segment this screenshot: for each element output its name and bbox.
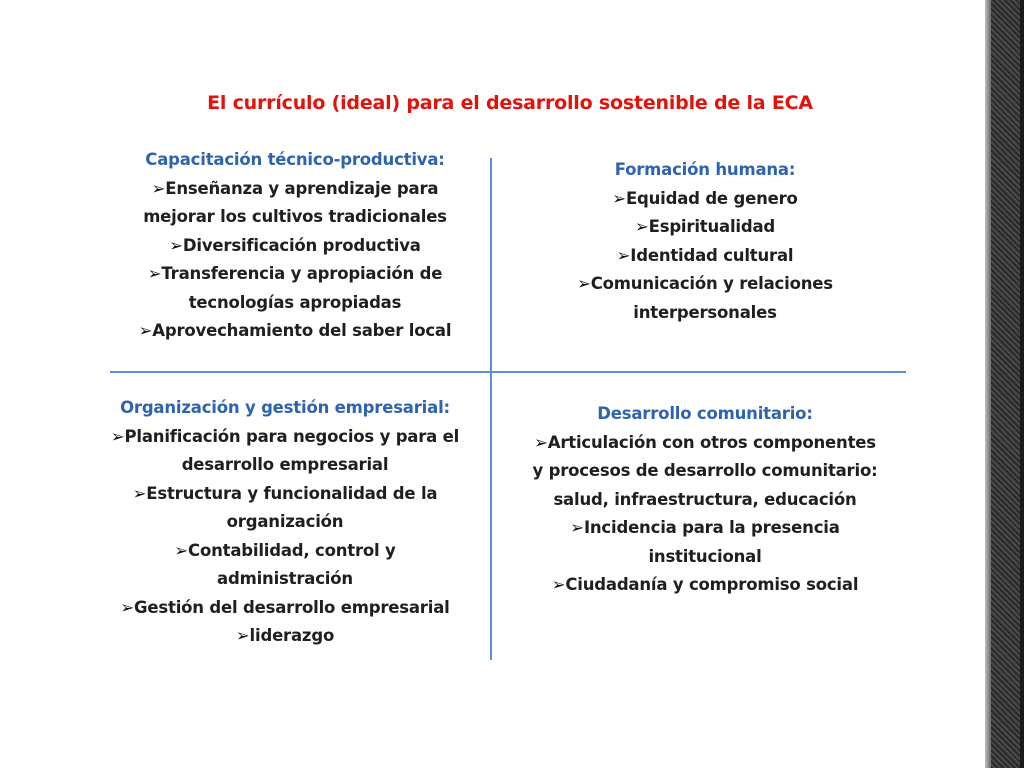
list-item: ➢Enseñanza y aprendizaje para xyxy=(151,178,439,198)
arrowhead-icon: ➢ xyxy=(120,597,135,617)
arrowhead-icon: ➢ xyxy=(110,426,125,446)
list-item: ➢Articulación con otros componentes xyxy=(534,432,876,452)
quadrant-heading: Capacitación técnico-productiva: xyxy=(145,150,445,169)
arrowhead-icon: ➢ xyxy=(616,245,631,265)
arrowhead-icon: ➢ xyxy=(174,540,189,560)
horizontal-divider xyxy=(110,371,906,373)
quadrant-heading: Desarrollo comunitario: xyxy=(597,404,813,423)
arrowhead-icon: ➢ xyxy=(151,178,166,198)
quadrant-human-formation xyxy=(500,156,910,327)
quadrant-technical-productive xyxy=(110,146,480,346)
arrowhead-icon: ➢ xyxy=(577,274,591,293)
list-item: ➢Comunicación y relaciones xyxy=(577,274,833,293)
list-item: ➢Diversificación productiva xyxy=(169,235,421,255)
list-item: ➢liderazgo xyxy=(235,626,335,645)
arrowhead-icon: ➢ xyxy=(570,518,584,537)
decorative-frame-edge xyxy=(985,0,1024,768)
list-item-continuation: tecnologías apropiadas xyxy=(188,292,402,312)
vertical-divider xyxy=(490,158,492,660)
list-item-continuation: desarrollo empresarial xyxy=(181,455,389,474)
quadrant-heading: Formación humana: xyxy=(614,160,796,179)
arrowhead-icon: ➢ xyxy=(551,575,566,594)
arrowhead-icon: ➢ xyxy=(147,264,162,283)
list-item: ➢Incidencia para la presencia xyxy=(570,518,840,537)
list-item-continuation: administración xyxy=(217,569,353,588)
arrowhead-icon: ➢ xyxy=(634,217,649,236)
list-item: ➢Equidad de genero xyxy=(612,188,798,208)
arrowhead-icon: ➢ xyxy=(169,235,183,255)
quadrant-community-development xyxy=(500,400,910,600)
list-item: ➢Estructura y funcionalidad de la xyxy=(132,483,438,503)
arrowhead-icon: ➢ xyxy=(612,188,626,208)
list-item: ➢Ciudadanía y compromiso social xyxy=(551,575,859,594)
list-item: ➢Identidad cultural xyxy=(616,245,794,265)
list-item: ➢Transferencia y apropiación de xyxy=(147,264,443,283)
quadrant-heading: Organización y gestión empresarial: xyxy=(120,398,450,417)
list-item: ➢Planificación para negocios y para el xyxy=(110,426,460,446)
list-item: ➢Gestión del desarrollo empresarial xyxy=(120,597,450,617)
arrowhead-icon: ➢ xyxy=(534,432,548,452)
arrowhead-icon: ➢ xyxy=(235,626,250,645)
arrowhead-icon: ➢ xyxy=(132,483,147,503)
list-item: ➢Espiritualidad xyxy=(634,217,776,236)
list-item: ➢Contabilidad, control y xyxy=(174,540,396,560)
list-item-continuation: organización xyxy=(226,512,344,531)
list-item-continuation: interpersonales xyxy=(633,302,777,322)
slide-title: El currículo (ideal) para el desarrollo sostenible de la ECA xyxy=(207,92,813,114)
arrowhead-icon: ➢ xyxy=(138,321,153,340)
list-item-continuation: mejorar los cultivos tradicionales xyxy=(143,207,447,226)
quadrant-business-management xyxy=(90,394,480,651)
list-item-continuation: salud, infraestructura, educación xyxy=(553,489,857,509)
list-item: ➢Aprovechamiento del saber local xyxy=(138,321,452,340)
list-item-continuation: institucional xyxy=(648,546,762,566)
list-item-continuation: y procesos de desarrollo comunitario: xyxy=(532,461,878,480)
